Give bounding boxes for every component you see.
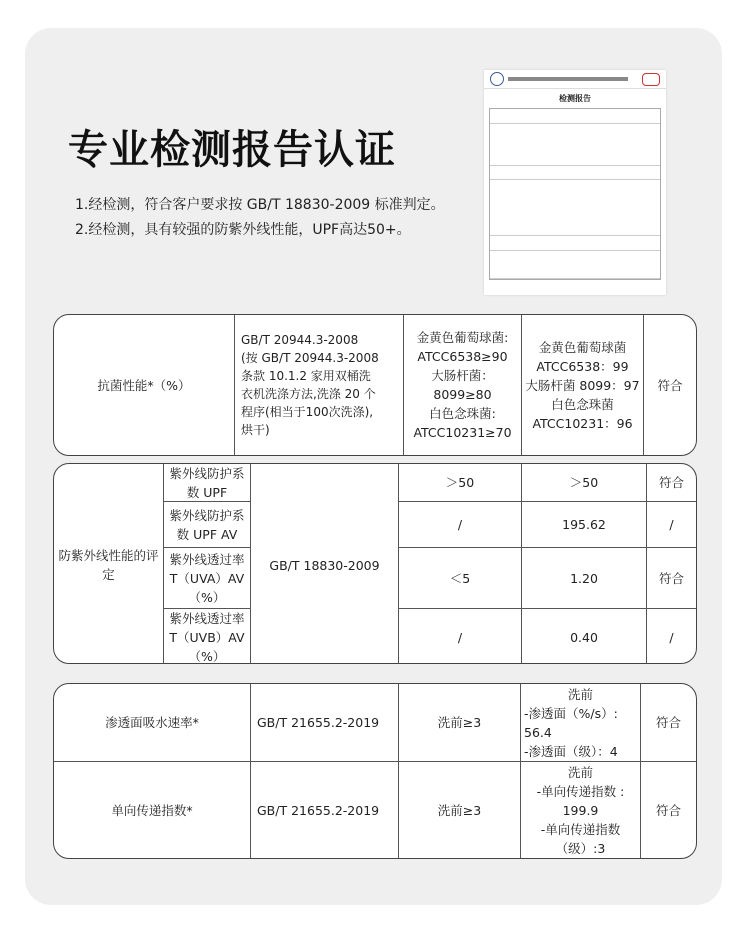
antibacterial-table <box>53 314 697 456</box>
requirement-cell: / <box>399 609 521 664</box>
result-cell: 洗前 -单向传递指数 : 199.9 -单向传递指数 （级）:3 <box>521 762 640 858</box>
item-cell: 单向传递指数* <box>54 762 250 858</box>
requirement-cell: ＞50 <box>399 464 521 501</box>
verdict-cell: 符合 <box>641 762 696 858</box>
verdict-cell: 符合 <box>641 684 696 761</box>
company-logo-icon <box>490 72 504 86</box>
result-cell: ＞50 <box>522 464 646 501</box>
bullet-2: 2.经检测，具有较强的防紫外线性能，UPF高达50+。 <box>75 222 411 238</box>
result-cell: 1.20 <box>522 548 646 608</box>
param-cell: 紫外线防护系数 UPF AV <box>164 502 250 547</box>
page-title: 专业检测报告认证 <box>68 127 396 173</box>
param-cell: 紫外线透过率 T（UVB）AV（%） <box>164 609 250 664</box>
verdict-cell: / <box>647 609 696 664</box>
result-cell: 洗前 -渗透面（%/s）: 56.4 -渗透面（级）：4 <box>521 684 640 761</box>
report-thumbnail <box>484 70 666 295</box>
result-cell: 0.40 <box>522 609 646 664</box>
item-cell: 抗菌性能*（%） <box>54 315 234 455</box>
requirement-cell: 金黄色葡萄球菌: ATCC6538≥90 大肠杆菌：8099≥80 白色念珠菌: ATCC10231≥70 <box>404 315 521 455</box>
verdict-cell: 符合 <box>647 548 696 608</box>
method-cell: GB/T 21655.2-2019 <box>251 684 398 761</box>
requirement-cell: 洗前≥3 <box>399 684 520 761</box>
moisture-table <box>53 683 697 859</box>
item-cell: 渗透面吸水速率* <box>54 684 250 761</box>
result-cell: 195.62 <box>522 502 646 547</box>
method-cell: GB/T 20944.3-2008 (按 GB/T 20944.3-2008 条款 10.1.2 家用双桶洗 衣机洗涤方法,洗涤 20 个 程序(相当于100次洗涤), 烘干) <box>235 315 403 455</box>
uv-table <box>53 463 697 664</box>
method-cell: GB/T 18830-2009 <box>251 464 398 664</box>
requirement-cell: / <box>399 502 521 547</box>
requirement-cell: ＜5 <box>399 548 521 608</box>
param-cell: 紫外线透过率 T（UVA）AV（%） <box>164 548 250 608</box>
cma-seal-icon <box>642 73 660 86</box>
bullet-1: 1.经检测，符合客户要求按 GB/T 18830-2009 标准判定。 <box>75 197 445 213</box>
requirement-cell: 洗前≥3 <box>399 762 520 858</box>
method-cell: GB/T 21655.2-2019 <box>251 762 398 858</box>
verdict-cell: / <box>647 502 696 547</box>
item-cell: 防紫外线性能的评定 <box>54 464 163 664</box>
result-cell: 金黄色葡萄球菌 ATCC6538：99 大肠杆菌 8099：97 白色念珠菌 ATCC10231：96 <box>522 315 643 455</box>
param-cell: 紫外线防护系数 UPF <box>164 464 250 501</box>
report-title: 检测报告 <box>559 94 591 103</box>
verdict-cell: 符合 <box>647 464 696 501</box>
verdict-cell: 符合 <box>644 315 696 455</box>
